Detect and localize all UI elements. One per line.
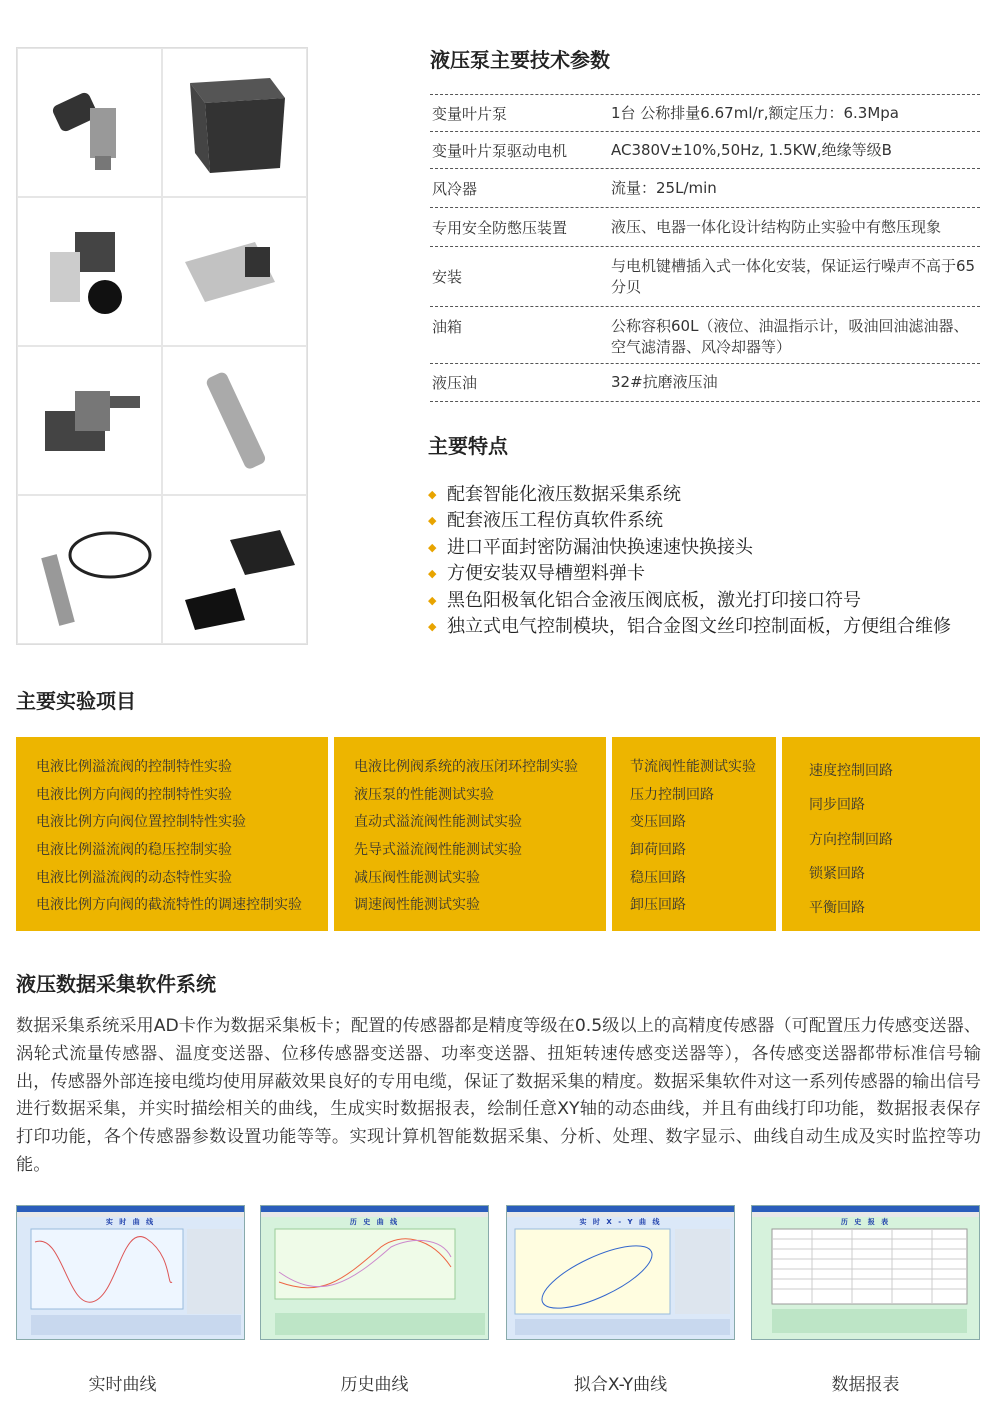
screenshot-history-curve bbox=[260, 1205, 489, 1340]
screenshot-realtime-curve bbox=[16, 1205, 245, 1340]
feature-text: 配套智能化液压数据采集系统 bbox=[447, 484, 681, 505]
software-description: 数据采集系统采用AD卡作为数据采集板卡；配置的传感器都是精度等级在0.5级以上的高精度传感器（可配置压力传感变送器、涡轮式流量传感器、温度变送器、位移传感器变送器、功率变送器、扭矩转速传感变送器等），各传感变送器都带标准信号输出，传感器外部连接电缆均使用屏蔽效果良好的专用电缆，保证了数据采集的精度。数据采集软件对这一系列传感器的输出信号进行数据采集，并实时描绘相关的曲线，生成实时数据报表，绘制任意XY轴的动态曲线，并且有曲线打印功能，数据报表保存打印功能，各个传感器参数设置功能等等。实现计算机智能数据采集、分析、处理、数字显示、曲线自动生成及实时监控等功能。 bbox=[16, 1016, 981, 1175]
experiment-item: 电液比例方向阀的截流特性的调速控制实验 bbox=[36, 897, 302, 914]
spec-key: 油箱 bbox=[432, 318, 463, 336]
feature-item bbox=[428, 482, 951, 508]
screenshot-title: 实 时 X - Y 曲 线 bbox=[579, 1218, 662, 1226]
diamond-bullet-icon: ◆ bbox=[428, 567, 437, 581]
experiment-item: 液压泵的性能测试实验 bbox=[354, 786, 494, 803]
feature-item bbox=[428, 535, 951, 561]
diamond-bullet-icon: ◆ bbox=[428, 514, 437, 528]
feature-text: 配套液压工程仿真软件系统 bbox=[447, 510, 663, 532]
feature-item bbox=[428, 561, 951, 587]
diamond-bullet-icon: ◆ bbox=[428, 540, 437, 554]
pressure-valve-image bbox=[17, 346, 162, 495]
feature-item bbox=[428, 508, 951, 534]
feature-item bbox=[428, 588, 951, 614]
experiment-item: 电液比例溢流阀的控制特性实验 bbox=[36, 759, 232, 775]
experiment-item: 卸压回路 bbox=[630, 897, 686, 914]
feature-text: 进口平面封密防漏油快换速速快换接头 bbox=[447, 536, 753, 558]
spec-row bbox=[430, 169, 980, 208]
caption-xy-curve: 拟合X-Y曲线 bbox=[573, 1375, 668, 1395]
spec-value: 1台 公称排量6.67ml/r,额定压力：6.3Mpa bbox=[611, 103, 899, 122]
pressure-sensor-image bbox=[17, 48, 162, 197]
experiment-item: 电液比例方向阀位置控制特性实验 bbox=[36, 814, 246, 831]
experiment-column bbox=[612, 737, 776, 931]
feature-text: 方便安装双导槽塑料弹卡 bbox=[447, 563, 645, 585]
spec-key: 变量叶片泵驱动电机 bbox=[432, 141, 568, 160]
caption-data-report: 数据报表 bbox=[831, 1375, 900, 1395]
experiment-item: 调速阀性能测试实验 bbox=[354, 897, 480, 914]
experiment-item: 电液比例方向阀的控制特性实验 bbox=[36, 786, 232, 803]
features-title: 主要特点 bbox=[428, 434, 508, 458]
experiment-item: 速度控制回路 bbox=[809, 763, 893, 779]
experiment-item: 直动式溢流阀性能测试实验 bbox=[354, 814, 522, 831]
feature-item bbox=[428, 614, 951, 640]
features-list bbox=[428, 482, 951, 640]
diamond-bullet-icon: ◆ bbox=[428, 593, 437, 607]
experiment-column bbox=[334, 737, 606, 931]
experiment-item: 变压回路 bbox=[630, 814, 686, 831]
screenshot-data-report bbox=[751, 1205, 980, 1340]
spec-row bbox=[430, 247, 980, 307]
aluminum-base-plate-image bbox=[162, 495, 307, 644]
experiment-item: 稳压回路 bbox=[630, 869, 686, 886]
specs-title: 液压泵主要技术参数 bbox=[430, 48, 610, 72]
spec-value: 公称容积60L（液位、油温指示计，吸油回油滤油器、空气滤清器、风冷却器等） bbox=[611, 317, 969, 356]
experiment-item: 先导式溢流阀性能测试实验 bbox=[354, 842, 522, 859]
experiment-column bbox=[16, 737, 328, 931]
spec-row bbox=[430, 208, 980, 247]
product-image-grid bbox=[16, 47, 308, 645]
spec-row bbox=[430, 307, 980, 364]
experiment-item: 锁紧回路 bbox=[809, 865, 865, 882]
solenoid-valve-image bbox=[17, 197, 162, 346]
diamond-bullet-icon: ◆ bbox=[428, 620, 437, 634]
valve-block-image bbox=[162, 48, 307, 197]
spec-row bbox=[430, 132, 980, 169]
experiment-item: 电液比例溢流阀的动态特性实验 bbox=[36, 869, 232, 886]
diamond-bullet-icon: ◆ bbox=[428, 488, 437, 501]
screenshot-title: 实 时 曲 线 bbox=[105, 1218, 156, 1226]
software-title: 液压数据采集软件系统 bbox=[16, 972, 216, 996]
feature-text: 独立式电气控制模块，铝合金图文丝印控制面板，方便组合维修 bbox=[447, 616, 951, 638]
spec-value: AC380V±10%,50Hz, 1.5KW,绝缘等级B bbox=[611, 140, 892, 159]
screenshot-xy-curve bbox=[506, 1205, 735, 1340]
experiment-item: 电液比例阀系统的液压闭环控制实验 bbox=[354, 759, 578, 775]
experiment-item: 电液比例溢流阀的稳压控制实验 bbox=[36, 842, 232, 859]
experiments-title: 主要实验项目 bbox=[16, 689, 136, 713]
sensor-with-cable-image bbox=[17, 495, 162, 644]
spec-key: 安装 bbox=[432, 268, 463, 286]
spec-key: 专用安全防憋压装置 bbox=[432, 218, 568, 237]
experiment-item: 压力控制回路 bbox=[630, 786, 714, 803]
experiment-item: 方向控制回路 bbox=[809, 831, 893, 848]
feature-text: 黑色阳极氧化铝合金液压阀底板，激光打印接口符号 bbox=[447, 589, 861, 611]
transparent-valve-cover-image bbox=[162, 197, 307, 346]
spec-value: 液压、电器一体化设计结构防止实验中有憋压现象 bbox=[611, 217, 942, 236]
experiment-item: 节流阀性能测试实验 bbox=[630, 759, 756, 775]
experiment-item: 减压阀性能测试实验 bbox=[354, 869, 480, 886]
spec-value: 流量：25L/min bbox=[611, 178, 717, 197]
experiment-item: 平衡回路 bbox=[809, 900, 865, 917]
caption-history-curve: 历史曲线 bbox=[340, 1375, 409, 1395]
screenshot-title: 历 史 报 表 bbox=[840, 1218, 891, 1226]
experiment-column bbox=[782, 737, 980, 931]
screenshot-title: 历 史 曲 线 bbox=[349, 1218, 400, 1226]
caption-realtime-curve: 实时曲线 bbox=[88, 1375, 157, 1395]
spec-row bbox=[430, 95, 980, 132]
experiment-item: 卸荷回路 bbox=[630, 842, 686, 859]
spec-key: 液压油 bbox=[432, 374, 478, 392]
quick-coupler-image bbox=[162, 346, 307, 495]
spec-key: 风冷器 bbox=[432, 179, 478, 198]
spec-row bbox=[430, 364, 980, 402]
spec-value: 与电机键槽插入式一体化安装，保证运行噪声不高于65分贝 bbox=[611, 256, 976, 296]
specs-table bbox=[430, 94, 980, 402]
spec-value: 32#抗磨液压油 bbox=[611, 373, 718, 391]
experiment-item: 同步回路 bbox=[809, 797, 865, 814]
spec-key: 变量叶片泵 bbox=[432, 104, 508, 123]
